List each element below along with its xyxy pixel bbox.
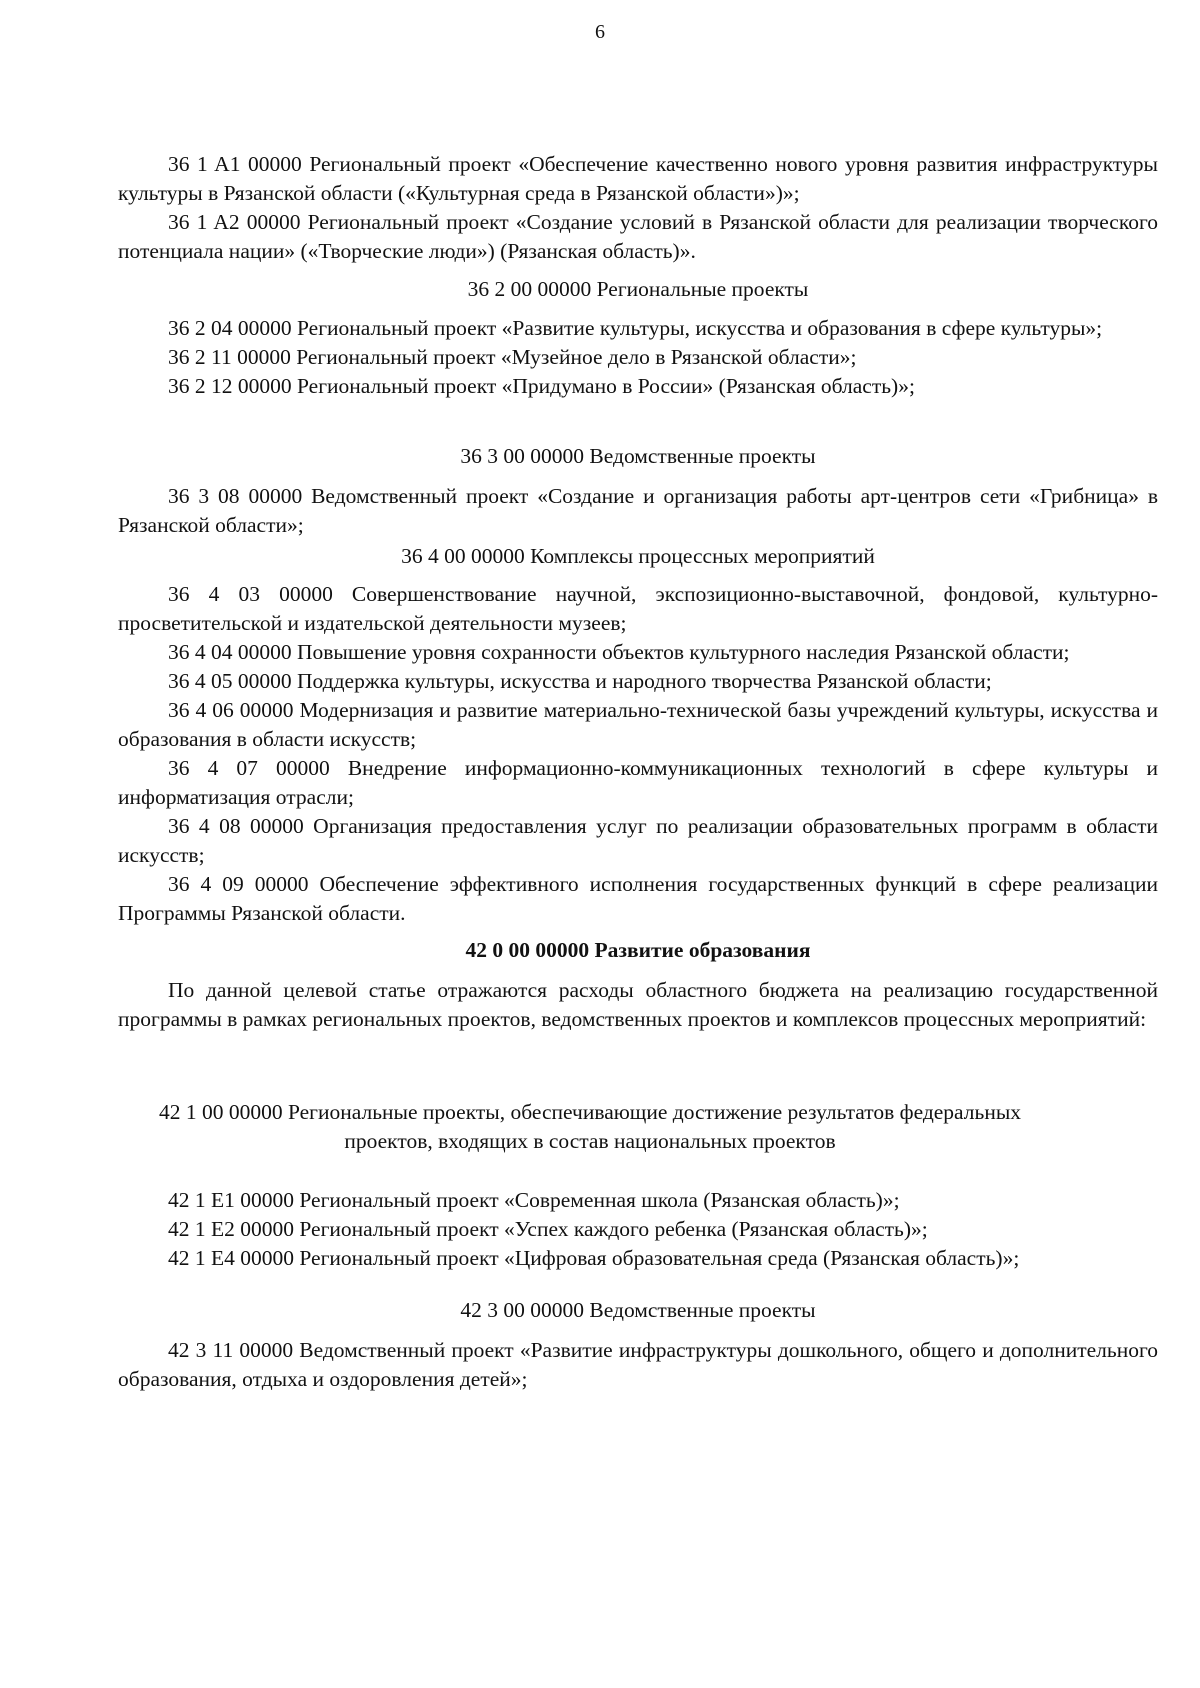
paragraph: 36 2 04 00000 Региональный проект «Развитие культуры, искусства и образования в сфере культуры»;	[168, 316, 1103, 340]
paragraph: 36 4 05 00000 Поддержка культуры, искусства и народного творчества Рязанской области;	[168, 669, 992, 693]
paragraph: 42 1 E1 00000 Региональный проект «Современная школа (Рязанская область)»;	[168, 1188, 900, 1212]
section-36-1-list	[118, 150, 1158, 266]
paragraph: 36 1 A2 00000 Региональный проект «Создание условий в Рязанской области для реализации творческого потенциала нации» («Творческие люди») (Рязанская область)».	[118, 210, 1158, 263]
page-number: 6	[595, 21, 605, 43]
section-42-intro	[118, 976, 1158, 1034]
paragraph: 42 1 E4 00000 Региональный проект «Цифровая образовательная среда (Рязанская область)»;	[168, 1246, 1020, 1270]
paragraph: 36 3 08 00000 Ведомственный проект «Создание и организация работы арт-центров сети «Грибница» в Рязанской области»;	[118, 484, 1158, 537]
paragraph: 36 2 11 00000 Региональный проект «Музейное дело в Рязанской области»;	[168, 345, 857, 369]
paragraph: 36 4 06 00000 Модернизация и развитие материально-технической базы учреждений культуры, искусства и образования в области искусств;	[118, 698, 1158, 751]
paragraph: 36 2 12 00000 Региональный проект «Придумано в России» (Рязанская область)»;	[168, 374, 915, 398]
section-36-4-list	[118, 580, 1158, 928]
section-42-3-list	[118, 1336, 1158, 1394]
paragraph: 36 4 03 00000 Совершенствование научной, экспозиционно-выставочной, фондовой, культурно-просветительской и издательской деятельности музеев;	[118, 582, 1158, 635]
section-heading: 36 3 00 00000 Ведомственные проекты	[460, 444, 816, 468]
paragraph: 36 4 04 00000 Повышение уровня сохранности объектов культурного наследия Рязанской области;	[168, 640, 1070, 664]
section-heading: 42 1 00 00000 Региональные проекты, обеспечивающие достижение результатов федеральных проектов, входящих в состав национальных проектов	[158, 1100, 1022, 1153]
paragraph: 36 4 08 00000 Организация предоставления услуг по реализации образовательных программ в области искусств;	[118, 814, 1158, 867]
heading-block	[118, 442, 1158, 471]
section-heading: 36 4 00 00000 Комплексы процессных мероприятий	[401, 544, 875, 568]
section-42-1-list	[118, 1186, 1158, 1273]
paragraph: По данной целевой статье отражаются расходы областного бюджета на реализацию государственной программы в рамках региональных проектов, ведомственных проектов и комплексов процессных мероприятий:	[118, 978, 1158, 1031]
paragraph: 42 3 11 00000 Ведомственный проект «Развитие инфраструктуры дошкольного, общего и дополнительного образования, отдыха и оздоровления детей»;	[118, 1338, 1158, 1391]
heading-block	[118, 936, 1158, 965]
section-36-2-list	[118, 314, 1158, 401]
paragraph: 36 4 09 00000 Обеспечение эффективного исполнения государственных функций в сфере реализации Программы Рязанской области.	[118, 872, 1158, 925]
paragraph: 36 1 A1 00000 Региональный проект «Обеспечение качественно нового уровня развития инфраструктуры культуры в Рязанской области («Культурная среда в Рязанской области»)»;	[118, 152, 1158, 205]
paragraph: 36 4 07 00000 Внедрение информационно-коммуникационных технологий в сфере культуры и информатизация отрасли;	[118, 756, 1158, 809]
section-heading: 42 3 00 00000 Ведомственные проекты	[460, 1298, 816, 1322]
section-36-3-list	[118, 482, 1158, 540]
heading-block	[130, 1098, 1050, 1156]
heading-block	[118, 275, 1158, 304]
paragraph: 42 1 E2 00000 Региональный проект «Успех каждого ребенка (Рязанская область)»;	[168, 1217, 928, 1241]
section-heading-bold: 42 0 00 00000 Развитие образования	[465, 938, 811, 962]
heading-block	[118, 1296, 1158, 1325]
heading-block	[118, 542, 1158, 571]
section-heading: 36 2 00 00000 Региональные проекты	[467, 277, 809, 301]
